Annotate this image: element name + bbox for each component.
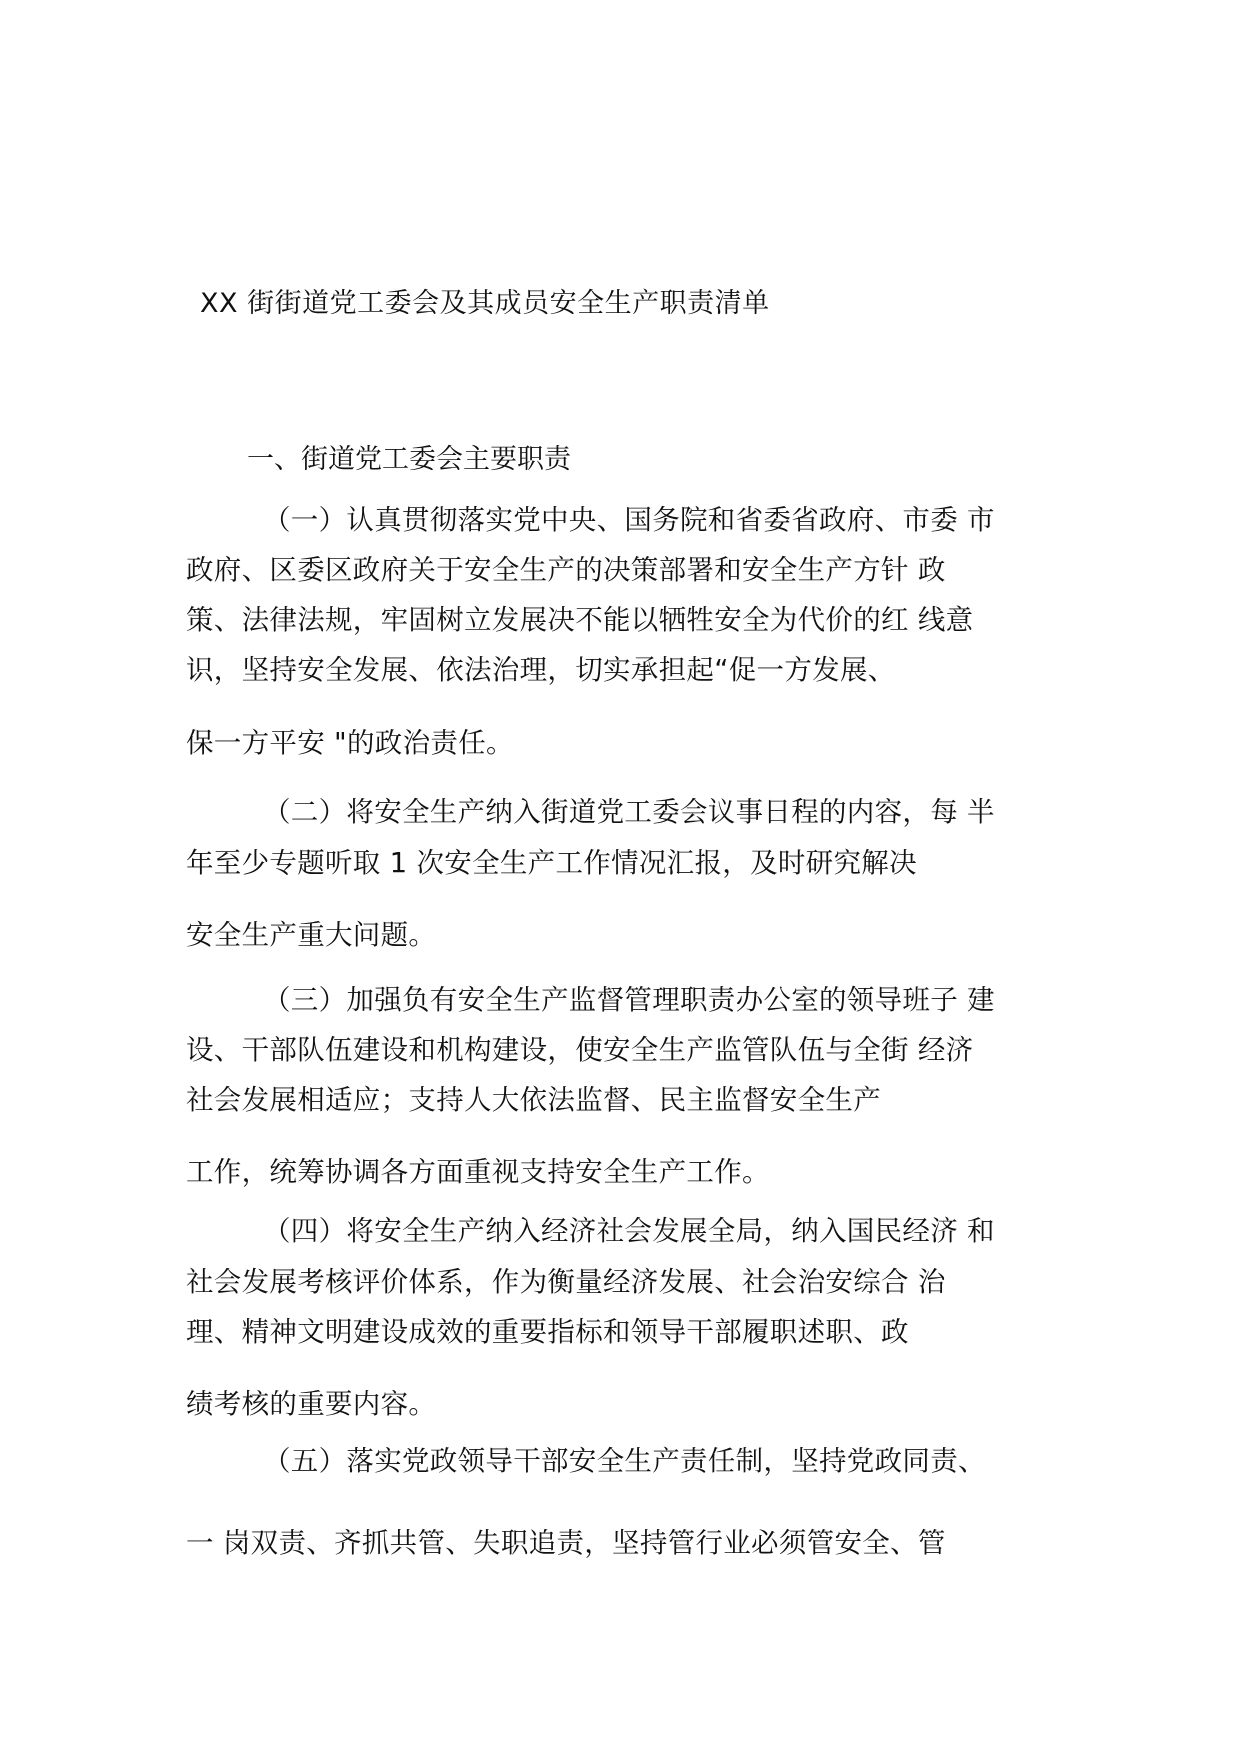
document-title: XX 街街道党工委会及其成员安全生产职责清单 [200, 288, 770, 319]
section-heading: 一、街道党工委会主要职责 [247, 444, 571, 475]
paragraph-1-line-2: 政府、区委区政府关于安全生产的决策部署和安全生产方针 政 [186, 554, 946, 586]
paragraph-3-line-3: 社会发展相适应；支持人大依法监督、民主监督安全生产 [186, 1084, 881, 1116]
paragraph-4-line-2: 社会发展考核评价体系，作为衡量经济发展、社会治安综合 治 [186, 1266, 946, 1298]
paragraph-1-line-4: 识，坚持安全发展、依法治理，切实承担起“促一方发展、 [186, 654, 896, 686]
paragraph-2-line-3: 安全生产重大问题。 [186, 919, 437, 951]
paragraph-1-line-3: 策、法律法规，牢固树立发展决不能以牺牲安全为代价的红 线意 [186, 604, 974, 636]
paragraph-3-line-1: （三）加强负有安全生产监督管理职责办公室的领导班子 建 [263, 984, 995, 1016]
paragraph-1-line-5: 保一方平安 "的政治责任。 [186, 727, 514, 759]
paragraph-1-line-1: （一）认真贯彻落实党中央、国务院和省委省政府、市委 市 [263, 504, 995, 536]
paragraph-2-line-2: 年至少专题听取 1 次安全生产工作情况汇报，及时研究解决 [186, 847, 917, 879]
paragraph-3-line-2: 设、干部队伍建设和机构建设，使安全生产监管队伍与全街 经济 [186, 1034, 974, 1066]
paragraph-3-line-4: 工作，统筹协调各方面重视支持安全生产工作。 [186, 1156, 770, 1188]
paragraph-5-line-2: 一 岗双责、齐抓共管、失职追责，坚持管行业必须管安全、管 [186, 1527, 946, 1559]
paragraph-4-line-1: （四）将安全生产纳入经济社会发展全局，纳入国民经济 和 [263, 1215, 995, 1247]
paragraph-5-line-1: （五）落实党政领导干部安全生产责任制，坚持党政同责、 [263, 1445, 986, 1477]
paragraph-4-line-3: 理、精神文明建设成效的重要指标和领导干部履职述职、政 [186, 1316, 909, 1348]
paragraph-4-line-4: 绩考核的重要内容。 [186, 1388, 437, 1420]
paragraph-2-line-1: （二）将安全生产纳入街道党工委会议事日程的内容，每 半 [263, 796, 995, 828]
